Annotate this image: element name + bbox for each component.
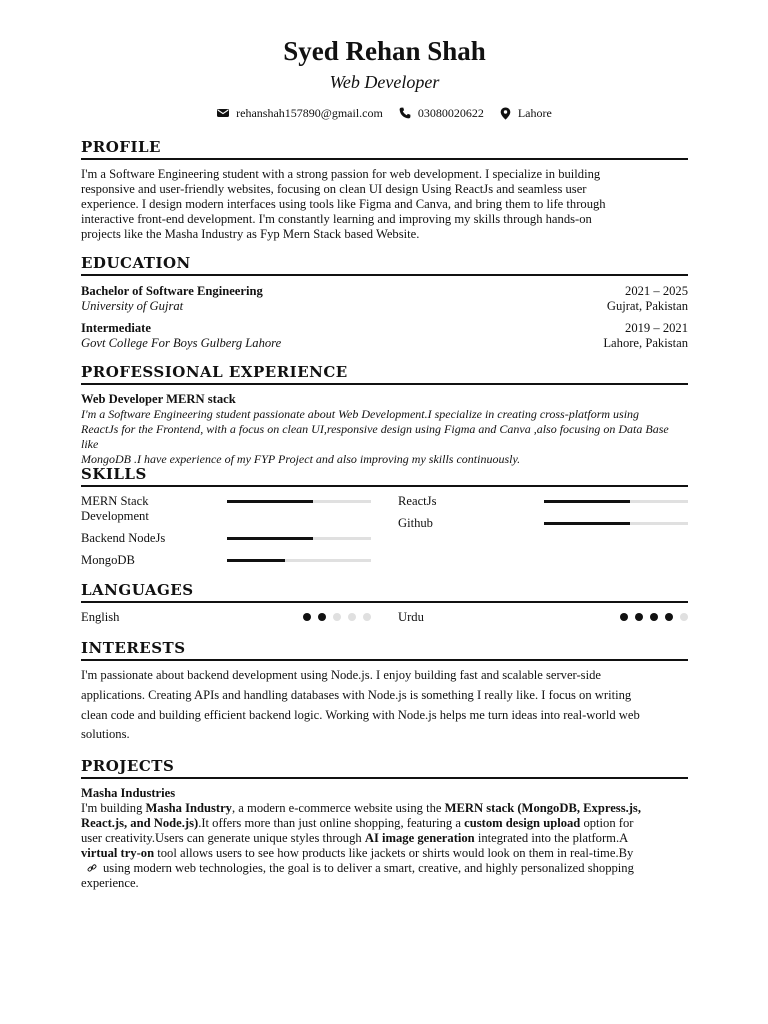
school-location: Gujrat, Pakistan <box>606 299 688 313</box>
contact-email[interactable] <box>217 104 383 122</box>
skill-level-fill <box>227 500 313 503</box>
project-line <box>81 816 688 831</box>
section-title-interests: INTERESTS <box>81 639 186 657</box>
profile-line: responsive and user-friendly websites, focusing on clean UI design Using ReactJs and seamless user <box>81 182 587 196</box>
section-divider <box>81 601 688 603</box>
location-pin-icon <box>500 107 511 120</box>
profile-line: I'm a Software Engineering student with a strong passion for web development. I specialize in building <box>81 167 601 181</box>
rating-dot <box>333 613 341 621</box>
language-item <box>81 610 371 625</box>
profile-line: projects like the Masha Industry as Fyp Mern Stack based Website. <box>81 227 420 241</box>
skill-level-bar <box>227 500 371 503</box>
project-highlight: MERN stack (MongoDB, Express.js, <box>444 801 641 815</box>
profile-summary <box>81 167 688 242</box>
degree-title: Bachelor of Software Engineering <box>81 284 263 298</box>
school-name: University of Gujrat <box>81 299 184 313</box>
language-name: Urdu <box>398 610 424 624</box>
job-description-line: I'm a Software Engineering student passionate about Web Development.I specialize in creating cross-platform using <box>81 407 640 421</box>
language-rating-dots <box>620 613 688 621</box>
rating-dot <box>363 613 371 621</box>
rating-dot <box>665 613 673 621</box>
skill-name: MongoDB <box>81 553 135 567</box>
rating-dot <box>620 613 628 621</box>
section-divider <box>81 158 688 160</box>
project-highlight: virtual try-on <box>81 846 155 860</box>
rating-dot <box>650 613 658 621</box>
email-text: rehanshah157890@gmail.com <box>236 106 383 120</box>
language-item <box>398 610 688 625</box>
skill-level-bar <box>544 522 688 525</box>
envelope-icon <box>217 108 229 118</box>
language-rating-dots <box>303 613 371 621</box>
job-description-line: ReactJs for the Frontend, with a focus on clean UI,responsive design using Figma and Canva ,also focusing on Data Base like <box>81 422 669 451</box>
project-text: tool allows users to see how products like jackets or shirts would look on them in real-time.By <box>154 846 634 860</box>
skill-level-bar <box>544 500 688 503</box>
interests-line: I'm passionate about backend development using Node.js. I enjoy building fast and scalable server-side <box>81 668 601 682</box>
profile-line: interactive front-end development. I'm constantly learning and improving my skills through hands-on <box>81 212 592 226</box>
skill-name: Backend NodeJs <box>81 531 166 545</box>
interests-line: clean code and building efficient backend logic. Working with Node.js helps me turn ideas into real-world web <box>81 707 640 722</box>
skill-name-line: MERN Stack <box>81 494 149 508</box>
project-highlight: AI image generation <box>364 831 475 845</box>
skill-level-fill <box>227 559 285 562</box>
skill-name <box>81 494 201 524</box>
language-name: English <box>81 610 120 624</box>
phone-text: 03080020622 <box>417 106 484 120</box>
skill-level-fill <box>544 500 630 503</box>
project-text: user creativity.Users can generate unique styles through <box>81 831 365 845</box>
skill-level-fill <box>544 522 630 525</box>
section-title-education: EDUCATION <box>81 254 191 272</box>
project-line: experience. <box>81 876 139 890</box>
location-text: Lahore <box>517 106 552 120</box>
interests-line: applications. Creating APIs and handling databases with Node.js is something I really like. I focus on writing <box>81 687 632 702</box>
school-name: Govt College For Boys Gulberg Lahore <box>81 336 282 350</box>
project-text: integrated into the platform.A <box>474 831 629 845</box>
skill-level-bar <box>227 559 371 562</box>
section-divider <box>81 777 688 779</box>
project-entry <box>81 786 688 891</box>
project-title: Masha Industries <box>81 786 176 800</box>
skill-name-line: Development <box>81 509 149 523</box>
section-title-projects: PROJECTS <box>81 757 175 775</box>
project-text: I'm building <box>81 801 146 815</box>
contact-row <box>81 104 688 122</box>
section-divider <box>81 274 688 276</box>
project-text: .It offers more than just online shopping, featuring a <box>198 816 465 830</box>
candidate-name: Syed Rehan Shah <box>283 36 486 66</box>
school-location: Lahore, Pakistan <box>603 336 688 350</box>
section-title-languages: LANGUAGES <box>81 581 194 599</box>
job-title: Web Developer MERN stack <box>81 392 236 406</box>
project-highlight: React.js, and Node.js) <box>81 816 199 830</box>
rating-dot <box>303 613 311 621</box>
contact-phone[interactable] <box>399 104 484 122</box>
project-highlight: Masha Industry <box>145 801 232 815</box>
phone-icon <box>399 107 411 119</box>
education-dates: 2021 – 2025 <box>625 284 688 298</box>
project-line <box>81 861 688 876</box>
section-divider <box>81 659 688 661</box>
education-dates: 2019 – 2021 <box>625 321 688 335</box>
job-description-line: MongoDB .I have experience of my FYP Project and also improving my skills continuously. <box>81 452 521 466</box>
project-text: , a modern e-commerce website using the <box>231 801 445 815</box>
degree-title: Intermediate <box>81 321 151 335</box>
project-text: using modern web technologies, the goal is to deliver a smart, creative, and highly personalized shopping <box>103 861 634 875</box>
project-line <box>81 801 688 816</box>
skill-level-fill <box>227 537 313 540</box>
project-line <box>81 846 688 861</box>
section-divider <box>81 485 688 487</box>
skill-name: Github <box>398 516 433 530</box>
rating-dot <box>680 613 688 621</box>
section-title-experience: PROFESSIONAL EXPERIENCE <box>81 363 348 381</box>
experience-entry <box>81 392 688 467</box>
contact-location <box>500 104 552 122</box>
skill-name: ReactJs <box>398 494 437 508</box>
section-title-profile: PROFILE <box>81 138 161 156</box>
rating-dot <box>348 613 356 621</box>
link-icon[interactable] <box>87 863 97 873</box>
section-title-skills: SKILLS <box>81 465 147 483</box>
rating-dot <box>635 613 643 621</box>
project-line <box>81 831 688 846</box>
project-highlight: custom design upload <box>464 816 581 830</box>
candidate-role: Web Developer <box>329 72 440 92</box>
section-divider <box>81 383 688 385</box>
project-text: option for <box>580 816 634 830</box>
profile-line: experience. I design modern interfaces using tools like Figma and Canva, and bring them to life through <box>81 197 606 211</box>
skill-level-bar <box>227 537 371 540</box>
interests-text <box>81 666 688 745</box>
rating-dot <box>318 613 326 621</box>
interests-line: solutions. <box>81 727 130 742</box>
